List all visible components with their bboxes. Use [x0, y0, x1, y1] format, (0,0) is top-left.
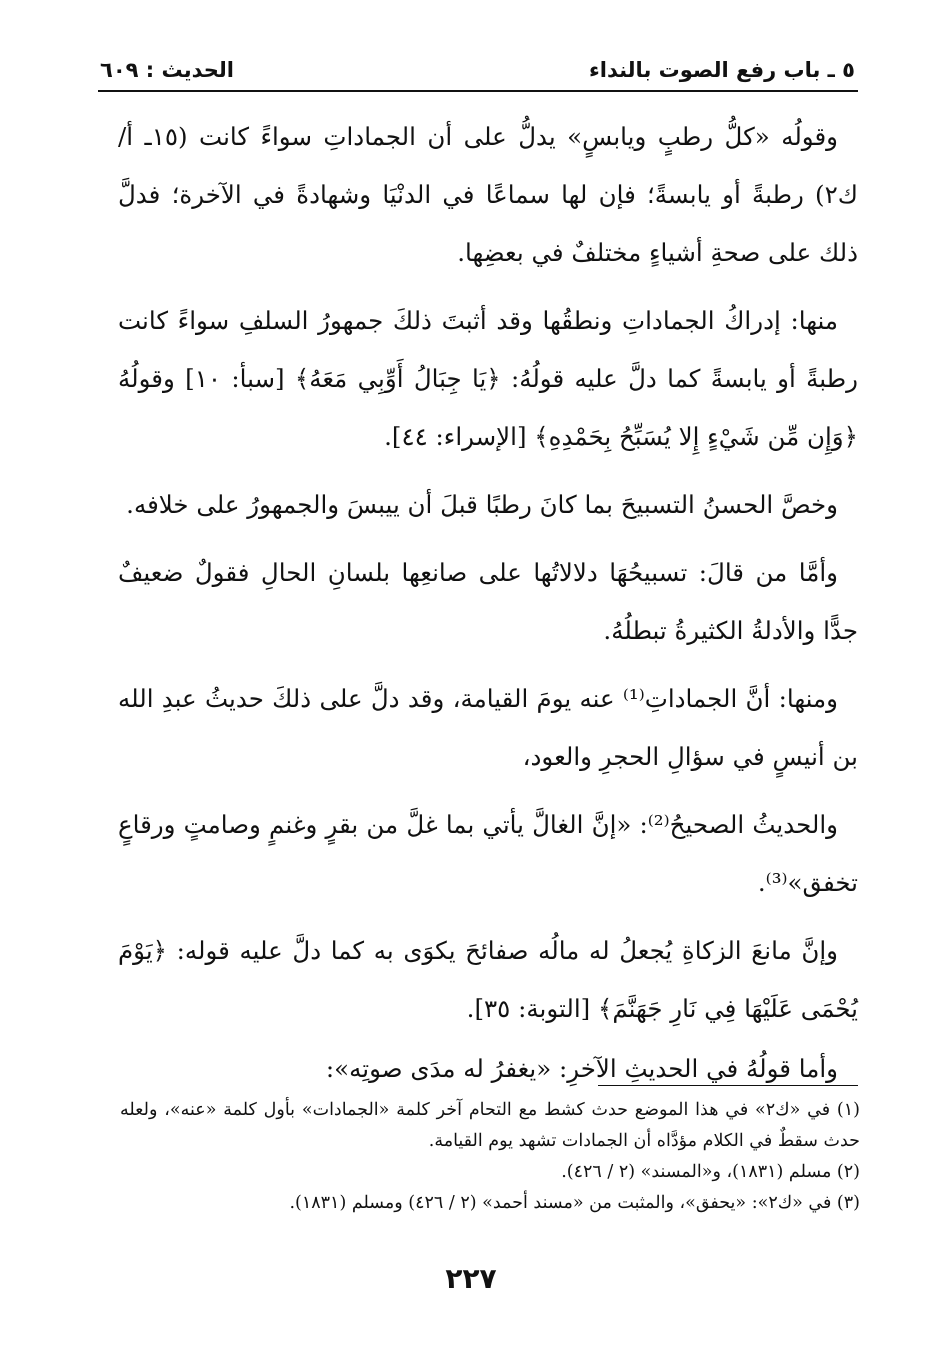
header-divider [98, 90, 858, 92]
paragraph: والحديثُ الصحيحُ⁽²⁾: «إنَّ الغالَّ يأتي بما غلَّ من بقرٍ وغنمٍ وصامتٍ ورقاعٍ تخفق»⁽³⁾. [118, 810, 858, 897]
footnote: (١) في «ك٢» في هذا الموضع حدث كشط مع التحام آخر كلمة «الجمادات» بأول كلمة «عنه»، ولعله حدث سقطٌ في الكلام مؤدَّاه أن الجمادات تشهد يوم القيامة. [120, 1100, 860, 1151]
page-number: ٢٢٧ [445, 1262, 497, 1295]
running-header [100, 52, 855, 88]
footnote: (٢) مسلم (١٨٣١)، و«المسند» (٢ / ٤٢٦). [561, 1162, 860, 1182]
footnote-divider [598, 1085, 858, 1086]
paragraph: منها: إدراكُ الجماداتِ ونطقُها وقد أثبتَ ذلكَ جمهورُ السلفِ سواءً كانت رطبةً أو يابسةً كما دلَّ عليه قولُهُ: ﴿يَا جِبَالُ أَوِّبِي مَعَهُ﴾ [سبأ: ١٠] وقولُهُ ﴿وَإِن مِّن شَيْءٍ إِلا يُسَبِّحُ بِحَمْدِهِ﴾ [الإسراء: ٤٤]. [118, 306, 858, 451]
paragraph: وأمَّا من قالَ: تسبيحُهَا دلالاتُها على صانعِها بلسانِ الحالِ فقولٌ ضعيفٌ جدًّا والأدلةُ الكثيرةُ تبطلُهُ. [118, 558, 858, 645]
paragraph: وقولُه «كلُّ رطبٍ ويابسٍ» يدلُّ على أن الجماداتِ سواءً كانت (١٥ـ أ/ك٢) رطبةً أو يابسةً؛ فإن لها سماعًا في الدنْيَا وشهادةً في الآخرة؛ فدلَّ ذلك على صحةِ أشياءٍ مختلفٌ في بعضِها. [118, 122, 858, 267]
paragraph: وخصَّ الحسنُ التسبيحَ بما كانَ رطبًا قبلَ أن ييبسَ والجمهورُ على خلافه. [126, 490, 838, 519]
paragraph: وأما قولُهُ في الحديثِ الآخرِ: «يغفرُ له مدَى صوتِه»: [325, 1054, 838, 1083]
footnote: (٣) في «ك٢»: «يحفق»، والمثبت من «مسند أحمد» (٢ / ٤٢٦) ومسلم (١٨٣١). [289, 1193, 860, 1213]
paragraph: ومنها: أنَّ الجماداتِ⁽¹⁾ عنه يومَ القيامة، وقد دلَّ على ذلكَ حديثُ عبدِ الله بن أنيسٍ في سؤالِ الحجرِ والعود، [118, 684, 858, 771]
chapter-title: ٥ ـ باب رفع الصوت بالنداء [589, 58, 855, 82]
hadith-number: الحديث : ٦٠٩ [100, 58, 234, 82]
main-text [118, 108, 858, 1100]
paragraph: وإنَّ مانعَ الزكاةِ يُجعلُ له مالُه صفائحَ يكوَى به كما دلَّ عليه قوله: ﴿يَوْمَ يُحْمَى عَلَيْهَا فِي نَارِ جَهَنَّمَ﴾ [التوبة: ٣٥]. [118, 936, 858, 1023]
footnotes [120, 1095, 860, 1219]
